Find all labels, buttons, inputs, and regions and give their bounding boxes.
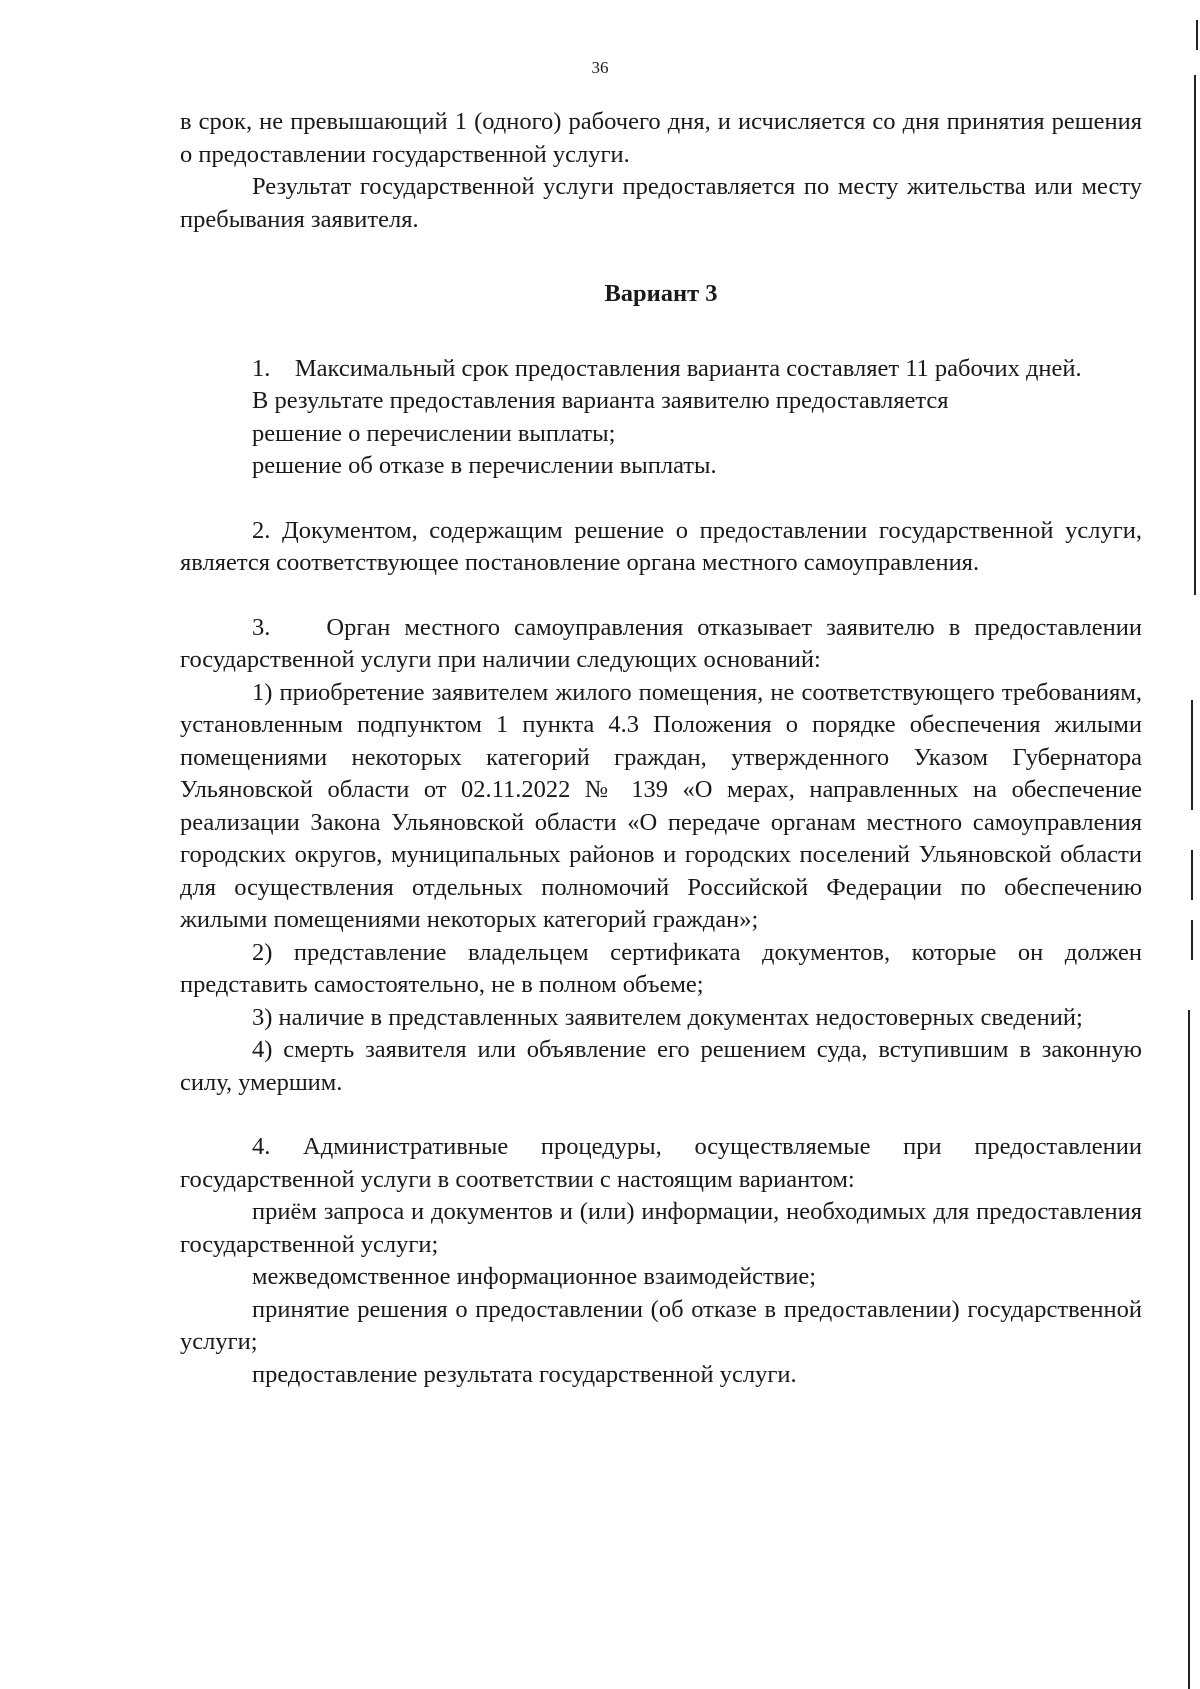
list-item-procedure-1: приём запроса и документов и (или) информации, необходимых для предоставления государственной услуги; (180, 1198, 1142, 1258)
paragraph-4-procedures: 4. Административные процедуры, осуществляемые при предоставлении государственной услуги в соответствии с настоящим вариантом: (180, 1133, 1142, 1193)
scan-margin-line (1191, 920, 1193, 960)
list-item-refusal-2: 2) представление владельцем сертификата документов, которые он должен представить самостоятельно, не в полном объеме; (180, 938, 1142, 998)
paragraph-continuation: в срок, не превышающий 1 (одного) рабочего дня, и исчисляется со дня принятия решения о предоставлении государственной услуги. (180, 108, 1142, 168)
scan-margin-line (1194, 75, 1196, 595)
scan-margin-line (1196, 20, 1198, 50)
paragraph-1-result-option-2: решение об отказе в перечислении выплаты. (252, 452, 717, 479)
paragraph-1-result-option-1: решение о перечислении выплаты; (252, 419, 616, 447)
paragraph-1-max-term: 1. Максимальный срок предоставления варианта составляет 11 рабочих дней. (252, 354, 1082, 382)
list-item-refusal-4: 4) смерть заявителя или объявление его решением суда, вступившим в законную силу, умершим. (180, 1036, 1142, 1096)
document-body (180, 106, 1142, 1391)
paragraph-1-result: В результате предоставления варианта заявителю предоставляется (252, 387, 949, 414)
list-item-refusal-3: 3) наличие в представленных заявителем документах недостоверных сведений; (252, 1003, 1083, 1031)
list-item-procedure-3: принятие решения о предоставлении (об отказе в предоставлении) государственной услуги; (180, 1295, 1142, 1355)
list-item-refusal-1: 1) приобретение заявителем жилого помещения, не соответствующего требованиям, установленным подпунктом 1 пункта 4.3 Положения о порядке обеспечения жилыми помещениями некоторых категорий граждан, утвержденного Указом Губернатора Ульяновской области от 02.11.2022 № 139 «О мерах, направленных на обеспечение реализации Закона Ульяновской области «О передаче органам местного самоуправления городских округов, муниципальных районов и городских поселений Ульяновской области для осуществления отдельных полномочий Российской Федерации по обеспечению жилыми помещениями некоторых категорий граждан»; (180, 678, 1142, 933)
paragraph-3-refusal: 3. Орган местного самоуправления отказывает заявителю в предоставлении государственной услуги при наличии следующих оснований: (180, 613, 1142, 673)
scan-margin-line (1191, 700, 1193, 810)
page-number: 36 (591, 58, 609, 77)
scan-margin-line (1191, 850, 1193, 900)
paragraph-2-document: 2. Документом, содержащим решение о предоставлении государственной услуги, является соответствующее постановление органа местного самоуправления. (180, 516, 1142, 576)
paragraph-result-place: Результат государственной услуги предоставляется по месту жительства или месту пребывания заявителя. (180, 173, 1142, 233)
scan-margin-line (1188, 1010, 1190, 1689)
section-heading: Вариант 3 (604, 280, 718, 307)
list-item-procedure-4: предоставление результата государственной услуги. (252, 1360, 797, 1388)
list-item-procedure-2: межведомственное информационное взаимодействие; (252, 1263, 817, 1290)
